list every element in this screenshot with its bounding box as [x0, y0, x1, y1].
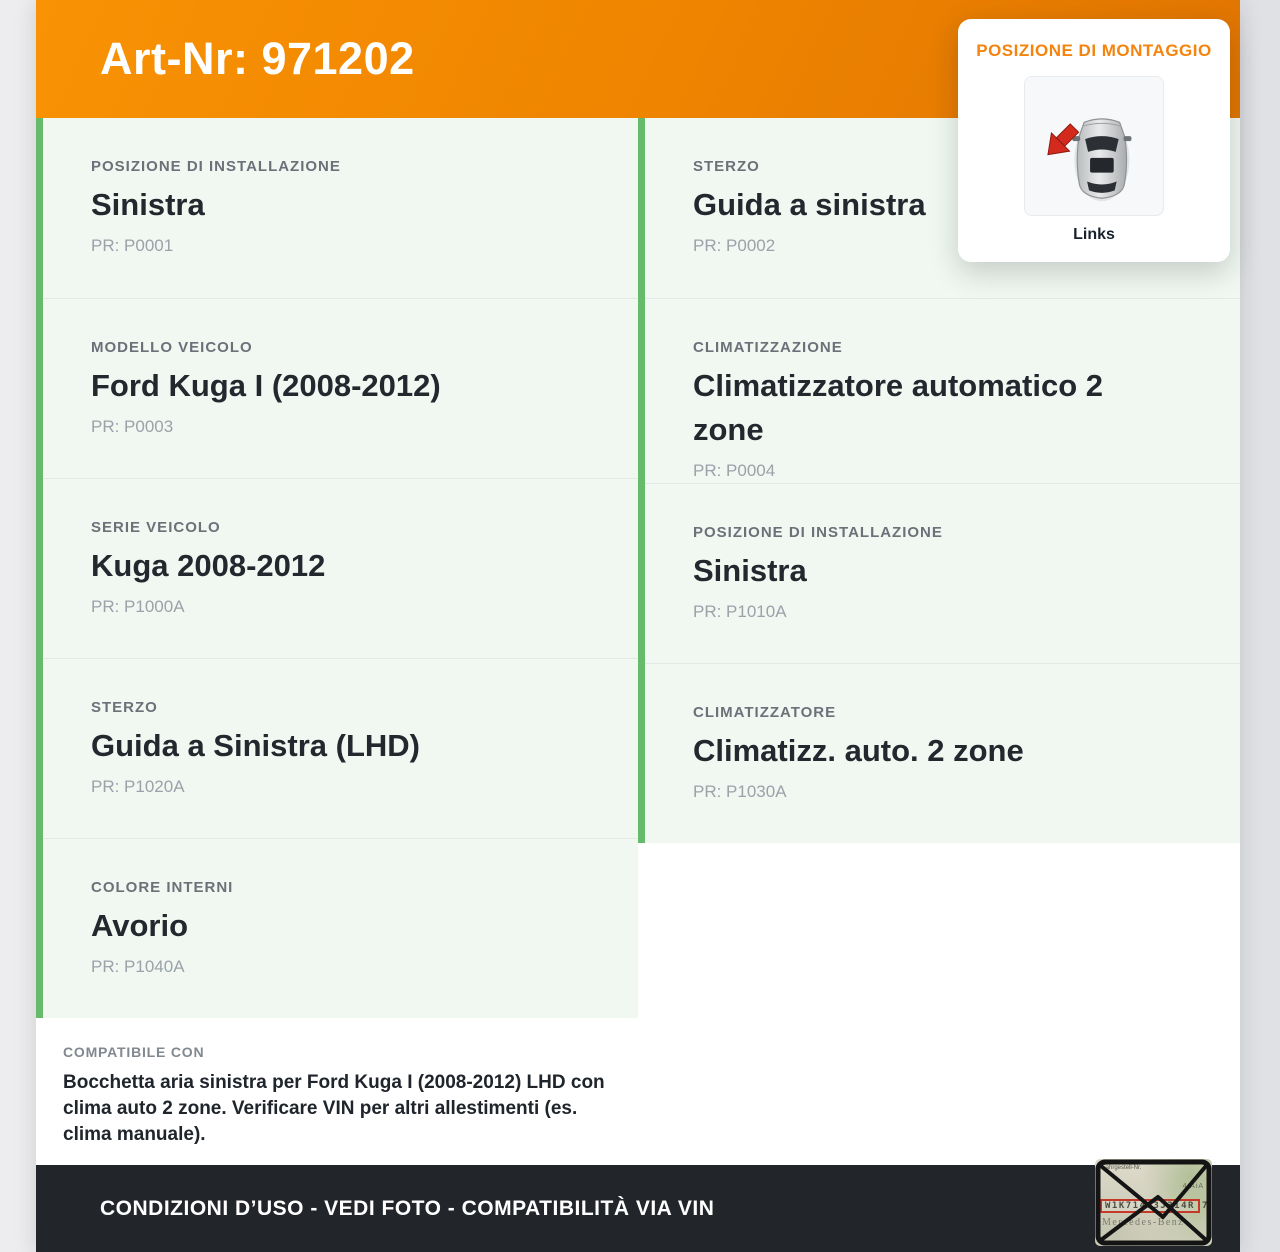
spec-pr-code: PR: P0003: [91, 417, 174, 436]
spec-card: [645, 298, 1240, 483]
vin-doc-fragment: 4 AiA: [1182, 1183, 1204, 1190]
mounting-card-title: POSIZIONE DI MONTAGGIO: [976, 41, 1212, 60]
spec-pr-code: PR: P0001: [91, 236, 174, 255]
spec-pr-code: PR: P1020A: [91, 777, 185, 796]
compatibility-label: COMPATIBILE CON: [63, 1044, 205, 1060]
car-top-view-icon: [1025, 76, 1163, 216]
footer-text: CONDIZIONI D’USO - VEDI FOTO - COMPATIBILITÀ VIA VIN: [100, 1196, 715, 1220]
spec-label: STERZO: [91, 699, 158, 716]
spec-value: Climatizz. auto. 2 zone: [693, 733, 1024, 768]
spec-card: [645, 483, 1240, 663]
spec-pr-code: PR: P1040A: [91, 957, 185, 976]
spec-pr-code: PR: P1010A: [693, 602, 787, 621]
spec-label: CLIMATIZZATORE: [693, 704, 837, 721]
vin-document-photo: [1095, 1159, 1212, 1246]
spec-card: [43, 658, 638, 838]
main-area: [36, 118, 1240, 1165]
spec-pr-code: PR: P0002: [693, 236, 776, 255]
spec-value: Sinistra: [91, 187, 205, 222]
vin-number-suffix: 7: [1201, 1201, 1208, 1211]
compatibility-text: Bocchetta aria sinistra per Ford Kuga I (2008-2012) LHD con clima auto 2 zone. Verificare VIN per altri allestimenti (es. clima manuale).: [63, 1072, 605, 1145]
envelope-icon: [1095, 1159, 1212, 1246]
spec-card: [43, 478, 638, 658]
spec-pr-code: PR: P0004: [693, 461, 776, 480]
spec-pr-code: PR: P1000A: [91, 597, 185, 616]
spec-label: STERZO: [693, 158, 760, 175]
vin-doc-field-label: Fahrgestell-Nr.: [1102, 1165, 1142, 1171]
spec-label: POSIZIONE DI INSTALLAZIONE: [693, 524, 943, 541]
spec-label: SERIE VEICOLO: [91, 519, 221, 536]
page-title: Art-Nr: 971202: [100, 33, 415, 84]
spec-label: COLORE INTERNI: [91, 879, 234, 896]
mounting-position-card: [958, 19, 1230, 262]
spec-card: [43, 118, 638, 298]
car-image-box: [1024, 76, 1164, 216]
mounting-caption: Links: [1073, 226, 1115, 243]
spec-pr-code: PR: P1030A: [693, 782, 787, 801]
spec-value: Guida a Sinistra (LHD): [91, 728, 420, 763]
spec-card: [43, 298, 638, 478]
vin-brand: Mercedes-Benz: [1102, 1217, 1185, 1228]
spec-value: Ford Kuga I (2008-2012): [91, 368, 441, 403]
compatibility-card: [36, 1018, 638, 1165]
vin-number: W1K71463J314R: [1100, 1199, 1200, 1213]
spec-value: Climatizzatore automatico 2 zone: [693, 368, 1103, 447]
spec-card: [43, 838, 638, 1018]
spec-card: [645, 663, 1240, 843]
spec-value: Guida a sinistra: [693, 187, 926, 222]
spec-label: MODELLO VEICOLO: [91, 339, 253, 356]
spec-label: CLIMATIZZAZIONE: [693, 339, 843, 356]
footer: [36, 1165, 1240, 1252]
spec-column-left: [36, 118, 638, 1165]
content-container: [36, 0, 1240, 1252]
spec-value: Avorio: [91, 908, 189, 943]
spec-stack-left: [36, 118, 638, 1018]
spec-label: POSIZIONE DI INSTALLAZIONE: [91, 158, 341, 175]
spec-value: Kuga 2008-2012: [91, 548, 326, 583]
spec-value: Sinistra: [693, 553, 807, 588]
